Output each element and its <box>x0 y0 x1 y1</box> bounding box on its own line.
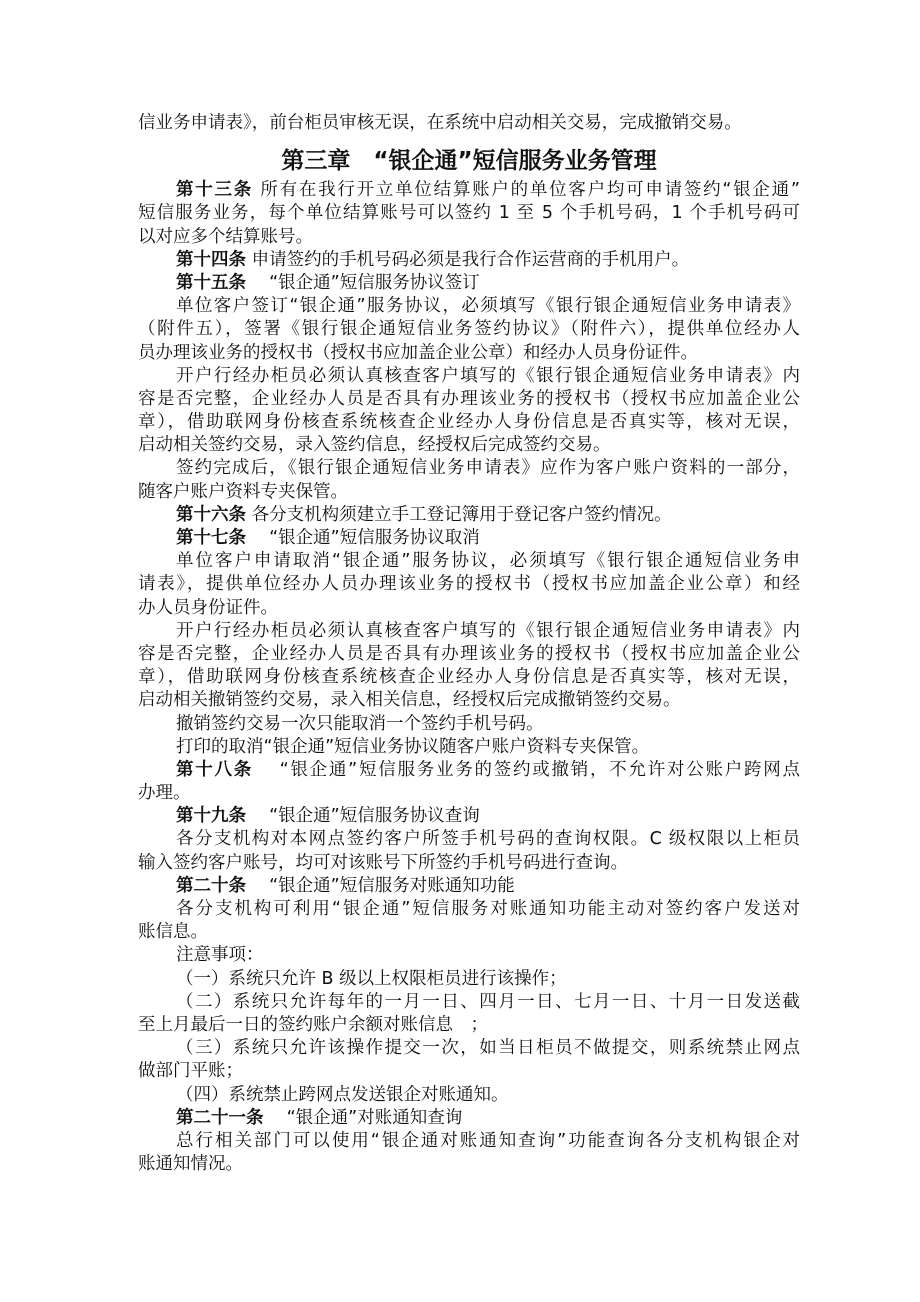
paragraph <box>138 828 800 874</box>
paragraph <box>138 736 800 759</box>
article-heading: 第二十条 <box>176 875 246 896</box>
text-line <box>138 805 800 828</box>
article-paragraph <box>138 504 800 527</box>
line-text: 容是否完整，企业经办人员是否具有办理该业务的授权书（授权书应加盖企业公 <box>138 643 800 664</box>
paragraph <box>138 550 800 620</box>
line-text: “银企通”短信服务协议取消 <box>251 528 480 548</box>
line-text: 至上月最后一日的签约账户余额对账信息 ； <box>138 1014 488 1035</box>
article-heading: 第十七条 <box>176 528 246 548</box>
line-text: 开户行经办柜员必须认真核查客户填写的《银行银企通短信业务申请表》内 <box>176 365 800 386</box>
article-paragraph <box>138 1107 800 1130</box>
article-paragraph <box>138 249 800 272</box>
text-line <box>138 1014 800 1037</box>
line-text: 启动相关签约交易，录入签约信息，经授权后完成签约交易。 <box>138 435 611 456</box>
line-text: 请表》，提供单位经办人员办理该业务的授权书（授权书应加盖企业公章）和经 <box>138 574 800 595</box>
line-text: 总行相关部门可以使用“银企通对账通知查询”功能查询各分支机构银企对 <box>176 1130 800 1151</box>
line-text: 单位客户签订“银企通”服务协议，必须填写《银行银企通短信业务申请表》 <box>176 296 800 317</box>
paragraph <box>138 365 800 458</box>
text-line <box>138 944 800 967</box>
text-line <box>138 272 800 295</box>
article-heading: 第十三条 <box>176 180 254 201</box>
text-line <box>138 713 800 736</box>
line-text: “银企通”对账通知查询 <box>269 1107 463 1128</box>
intro-line: 信业务申请表》，前台柜员审核无误，在系统中启动相关交易，完成撤销交易。 <box>138 113 742 133</box>
line-text: 办理。 <box>138 783 191 804</box>
line-text: 账信息。 <box>138 922 208 943</box>
text-line <box>138 1037 800 1060</box>
paragraph <box>138 1130 800 1176</box>
line-text: （一）系统只允许 B 级以上权限柜员进行该操作； <box>176 968 567 989</box>
line-text: 员办理该业务的授权书（授权书应加盖企业公章）和经办人员身份证件。 <box>138 342 698 363</box>
article-heading: 第十六条 <box>176 504 246 525</box>
text-line <box>138 597 800 620</box>
paragraph <box>138 295 800 365</box>
line-text: “银企通”短信服务对账通知功能 <box>251 875 515 896</box>
line-text: （三）系统只允许该操作提交一次，如当日柜员不做提交，则系统禁止网点 <box>176 1038 800 1059</box>
article-paragraph <box>138 759 800 805</box>
line-text: 打印的取消“银企通”短信业务协议随客户账户资料专夹保管。 <box>176 736 650 757</box>
article-paragraph <box>138 805 800 828</box>
line-text: 以对应多个结算账号。 <box>138 226 313 247</box>
line-text: 章），借助联网身份核查系统核查企业经办人身份信息是否真实等，核对无误， <box>138 412 800 433</box>
paragraph <box>138 1037 800 1083</box>
article-heading: 第十五条 <box>176 272 246 293</box>
line-text: 输入签约客户账号，均可对该账号下所签约手机号码进行查询。 <box>138 852 628 873</box>
paragraph <box>138 968 800 991</box>
text-line <box>138 898 800 921</box>
text-line <box>138 991 800 1014</box>
text-line <box>138 481 800 504</box>
text-line <box>138 1084 800 1107</box>
text-line <box>138 666 800 689</box>
line-text: 申请签约的手机号码必须是我行合作运营商的手机用户。 <box>251 249 690 270</box>
text-line <box>138 342 800 365</box>
text-line <box>138 295 800 318</box>
text-line <box>138 573 800 596</box>
text-line <box>138 875 800 898</box>
line-text: 开户行经办柜员必须认真核查客户填写的《银行银企通短信业务申请表》内 <box>176 620 800 641</box>
line-text: 所有在我行开立单位结算账户的单位客户均可申请签约“银企通” <box>260 180 801 201</box>
text-line <box>138 504 800 527</box>
line-text: 注意事项： <box>176 945 264 966</box>
line-text: 单位客户申请取消“银企通”服务协议，必须填写《银行银企通短信业务申 <box>176 551 800 572</box>
text-line <box>138 852 800 875</box>
text-line <box>138 759 800 782</box>
paragraph <box>138 944 800 967</box>
line-text: 签约完成后，《银行银企通短信业务申请表》应作为客户账户资料的一部分， <box>176 458 800 479</box>
text-line <box>138 782 800 805</box>
line-text: 容是否完整，企业经办人员是否具有办理该业务的授权书（授权书应加盖企业公 <box>138 388 800 409</box>
article-heading: 第二十一条 <box>176 1107 264 1128</box>
text-line <box>138 736 800 759</box>
line-text: 办人员身份证件。 <box>138 597 278 618</box>
text-line <box>138 921 800 944</box>
article-heading: 第十八条 <box>176 759 254 780</box>
text-line <box>138 249 800 272</box>
line-text: （二）系统只允许每年的一月一日、四月一日、七月一日、十月一日发送截 <box>176 991 800 1012</box>
line-text: 随客户账户资料专夹保管。 <box>138 481 348 502</box>
text-line <box>138 457 800 480</box>
text-line <box>138 365 800 388</box>
line-text: 短信服务业务，每个单位结算账号可以签约 1 至 5 个手机号码，1 个手机号码可 <box>138 203 800 224</box>
text-line <box>138 179 800 202</box>
text-line <box>138 550 800 573</box>
article-paragraph <box>138 527 800 550</box>
text-line <box>138 968 800 991</box>
line-text: （附件五），签署《银行银企通短信业务签约协议》（附件六），提供单位经办人 <box>138 319 800 340</box>
paragraph <box>138 1084 800 1107</box>
line-text: “银企通”短信服务协议签订 <box>251 272 480 293</box>
paragraph <box>138 620 800 713</box>
line-text: “银企通”短信服务协议查询 <box>251 806 480 827</box>
line-text: 章），借助联网身份核查系统核查企业经办人身份信息是否真实等，核对无误， <box>138 667 800 688</box>
line-text: 各分支机构可利用“银企通”短信服务对账通知功能主动对签约客户发送对 <box>176 899 800 919</box>
line-text: 各分支机构对本网点签约客户所签手机号码的查询权限。C 级权限以上柜员 <box>176 829 800 850</box>
text-line <box>138 434 800 457</box>
article-paragraph <box>138 875 800 898</box>
document-body <box>138 179 800 1176</box>
text-line <box>138 1107 800 1130</box>
text-line <box>138 828 800 851</box>
line-text: 启动相关撤销签约交易，录入相关信息，经授权后完成撤销签约交易。 <box>138 690 681 711</box>
text-line <box>138 202 800 225</box>
text-line <box>138 689 800 712</box>
text-line <box>138 318 800 341</box>
line-text: 撤销签约交易一次只能取消一个签约手机号码。 <box>176 713 544 734</box>
line-text: “银企通”短信服务业务的签约或撤销，不允许对公账户跨网点 <box>260 759 801 780</box>
chapter-title: 第三章 “银企通”短信服务业务管理 <box>281 148 657 175</box>
text-line <box>138 527 800 550</box>
text-line <box>138 1153 800 1176</box>
paragraph <box>138 713 800 736</box>
line-text: 账通知情况。 <box>138 1154 243 1175</box>
article-paragraph <box>138 179 800 249</box>
paragraph <box>138 898 800 944</box>
document-page <box>138 112 800 1176</box>
text-line <box>138 620 800 643</box>
article-paragraph <box>138 272 800 295</box>
text-line <box>138 388 800 411</box>
text-line <box>138 1060 800 1083</box>
article-heading: 第十四条 <box>176 249 246 270</box>
paragraph <box>138 991 800 1037</box>
line-text: 各分支机构须建立手工登记簿用于登记客户签约情况。 <box>251 504 672 525</box>
text-line <box>138 643 800 666</box>
text-line <box>138 1130 800 1153</box>
article-heading: 第十九条 <box>176 806 246 827</box>
paragraph <box>138 457 800 503</box>
line-text: （四）系统禁止跨网点发送银企对账通知。 <box>176 1084 509 1105</box>
line-text: 做部门平账； <box>138 1061 243 1082</box>
text-line <box>138 226 800 249</box>
text-line <box>138 411 800 434</box>
